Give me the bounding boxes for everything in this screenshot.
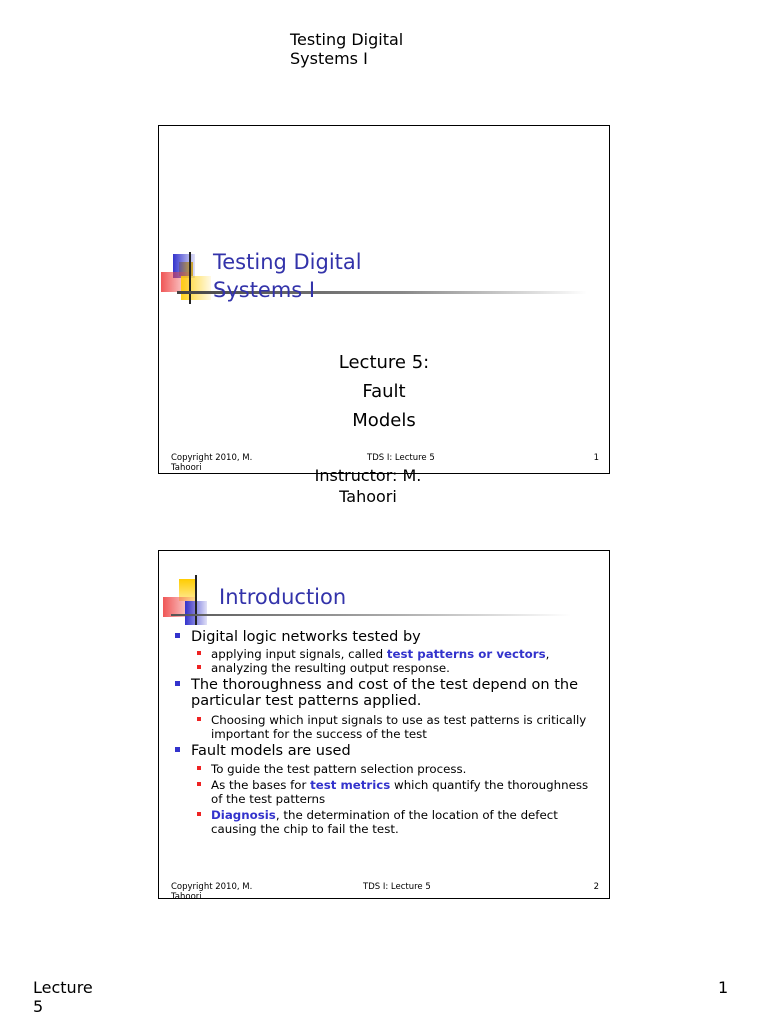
slide-footer-course: TDS I: Lecture 5 — [363, 882, 431, 892]
page-header: Testing Digital Systems I — [290, 30, 404, 68]
slide-title: Introduction — [219, 585, 347, 609]
sub-bullet-item: Choosing which input signals to use as test patterns is critically important for the success of the test — [173, 713, 603, 741]
highlight-term: Diagnosis — [211, 808, 276, 822]
slide-footer-copyright: Copyright 2010, M. Tahoori — [171, 453, 253, 473]
bullet-item: Fault models are used — [173, 743, 603, 760]
sub-bullet-item: applying input signals, called test patterns or vectors, — [173, 647, 603, 661]
sub-bullet-item: analyzing the resulting output response. — [173, 661, 603, 675]
slide-2 — [158, 550, 610, 902]
lecture-line: Models — [352, 410, 416, 431]
sub-bullet-item: To guide the test pattern selection process. — [173, 762, 603, 776]
highlight-term: test metrics — [310, 778, 391, 792]
lecture-line: Fault — [362, 381, 406, 402]
bullet-item: The thoroughness and cost of the test depend on the particular test patterns applied. — [173, 677, 603, 710]
bullet-item: Digital logic networks tested by — [173, 629, 603, 646]
bullet-list — [173, 629, 603, 836]
sub-bullet-item: As the bases for test metrics which quantify the thoroughness of the test patterns — [173, 778, 603, 806]
page-number: 1 — [718, 978, 729, 997]
slide-number: 2 — [593, 882, 599, 892]
lecture-line: Lecture 5: — [338, 352, 430, 373]
slide-number: 1 — [593, 453, 599, 463]
instructor: Instructor: M. Tahoori — [314, 466, 422, 506]
sub-bullet-item: Diagnosis, the determination of the location of the defect causing the chip to fail the test. — [173, 808, 603, 836]
slide-1 — [158, 125, 610, 474]
title-rule — [171, 614, 571, 616]
slide-footer-copyright: Copyright 2010, M. Tahoori — [171, 882, 253, 902]
lecture-subtitle — [159, 348, 609, 435]
highlight-term: test patterns or vectors — [386, 646, 546, 661]
slide-footer-course: TDS I: Lecture 5 — [367, 453, 435, 463]
slide-title: Testing Digital Systems I — [213, 250, 362, 302]
page-footer-lecture: Lecture 5 — [33, 978, 93, 1016]
